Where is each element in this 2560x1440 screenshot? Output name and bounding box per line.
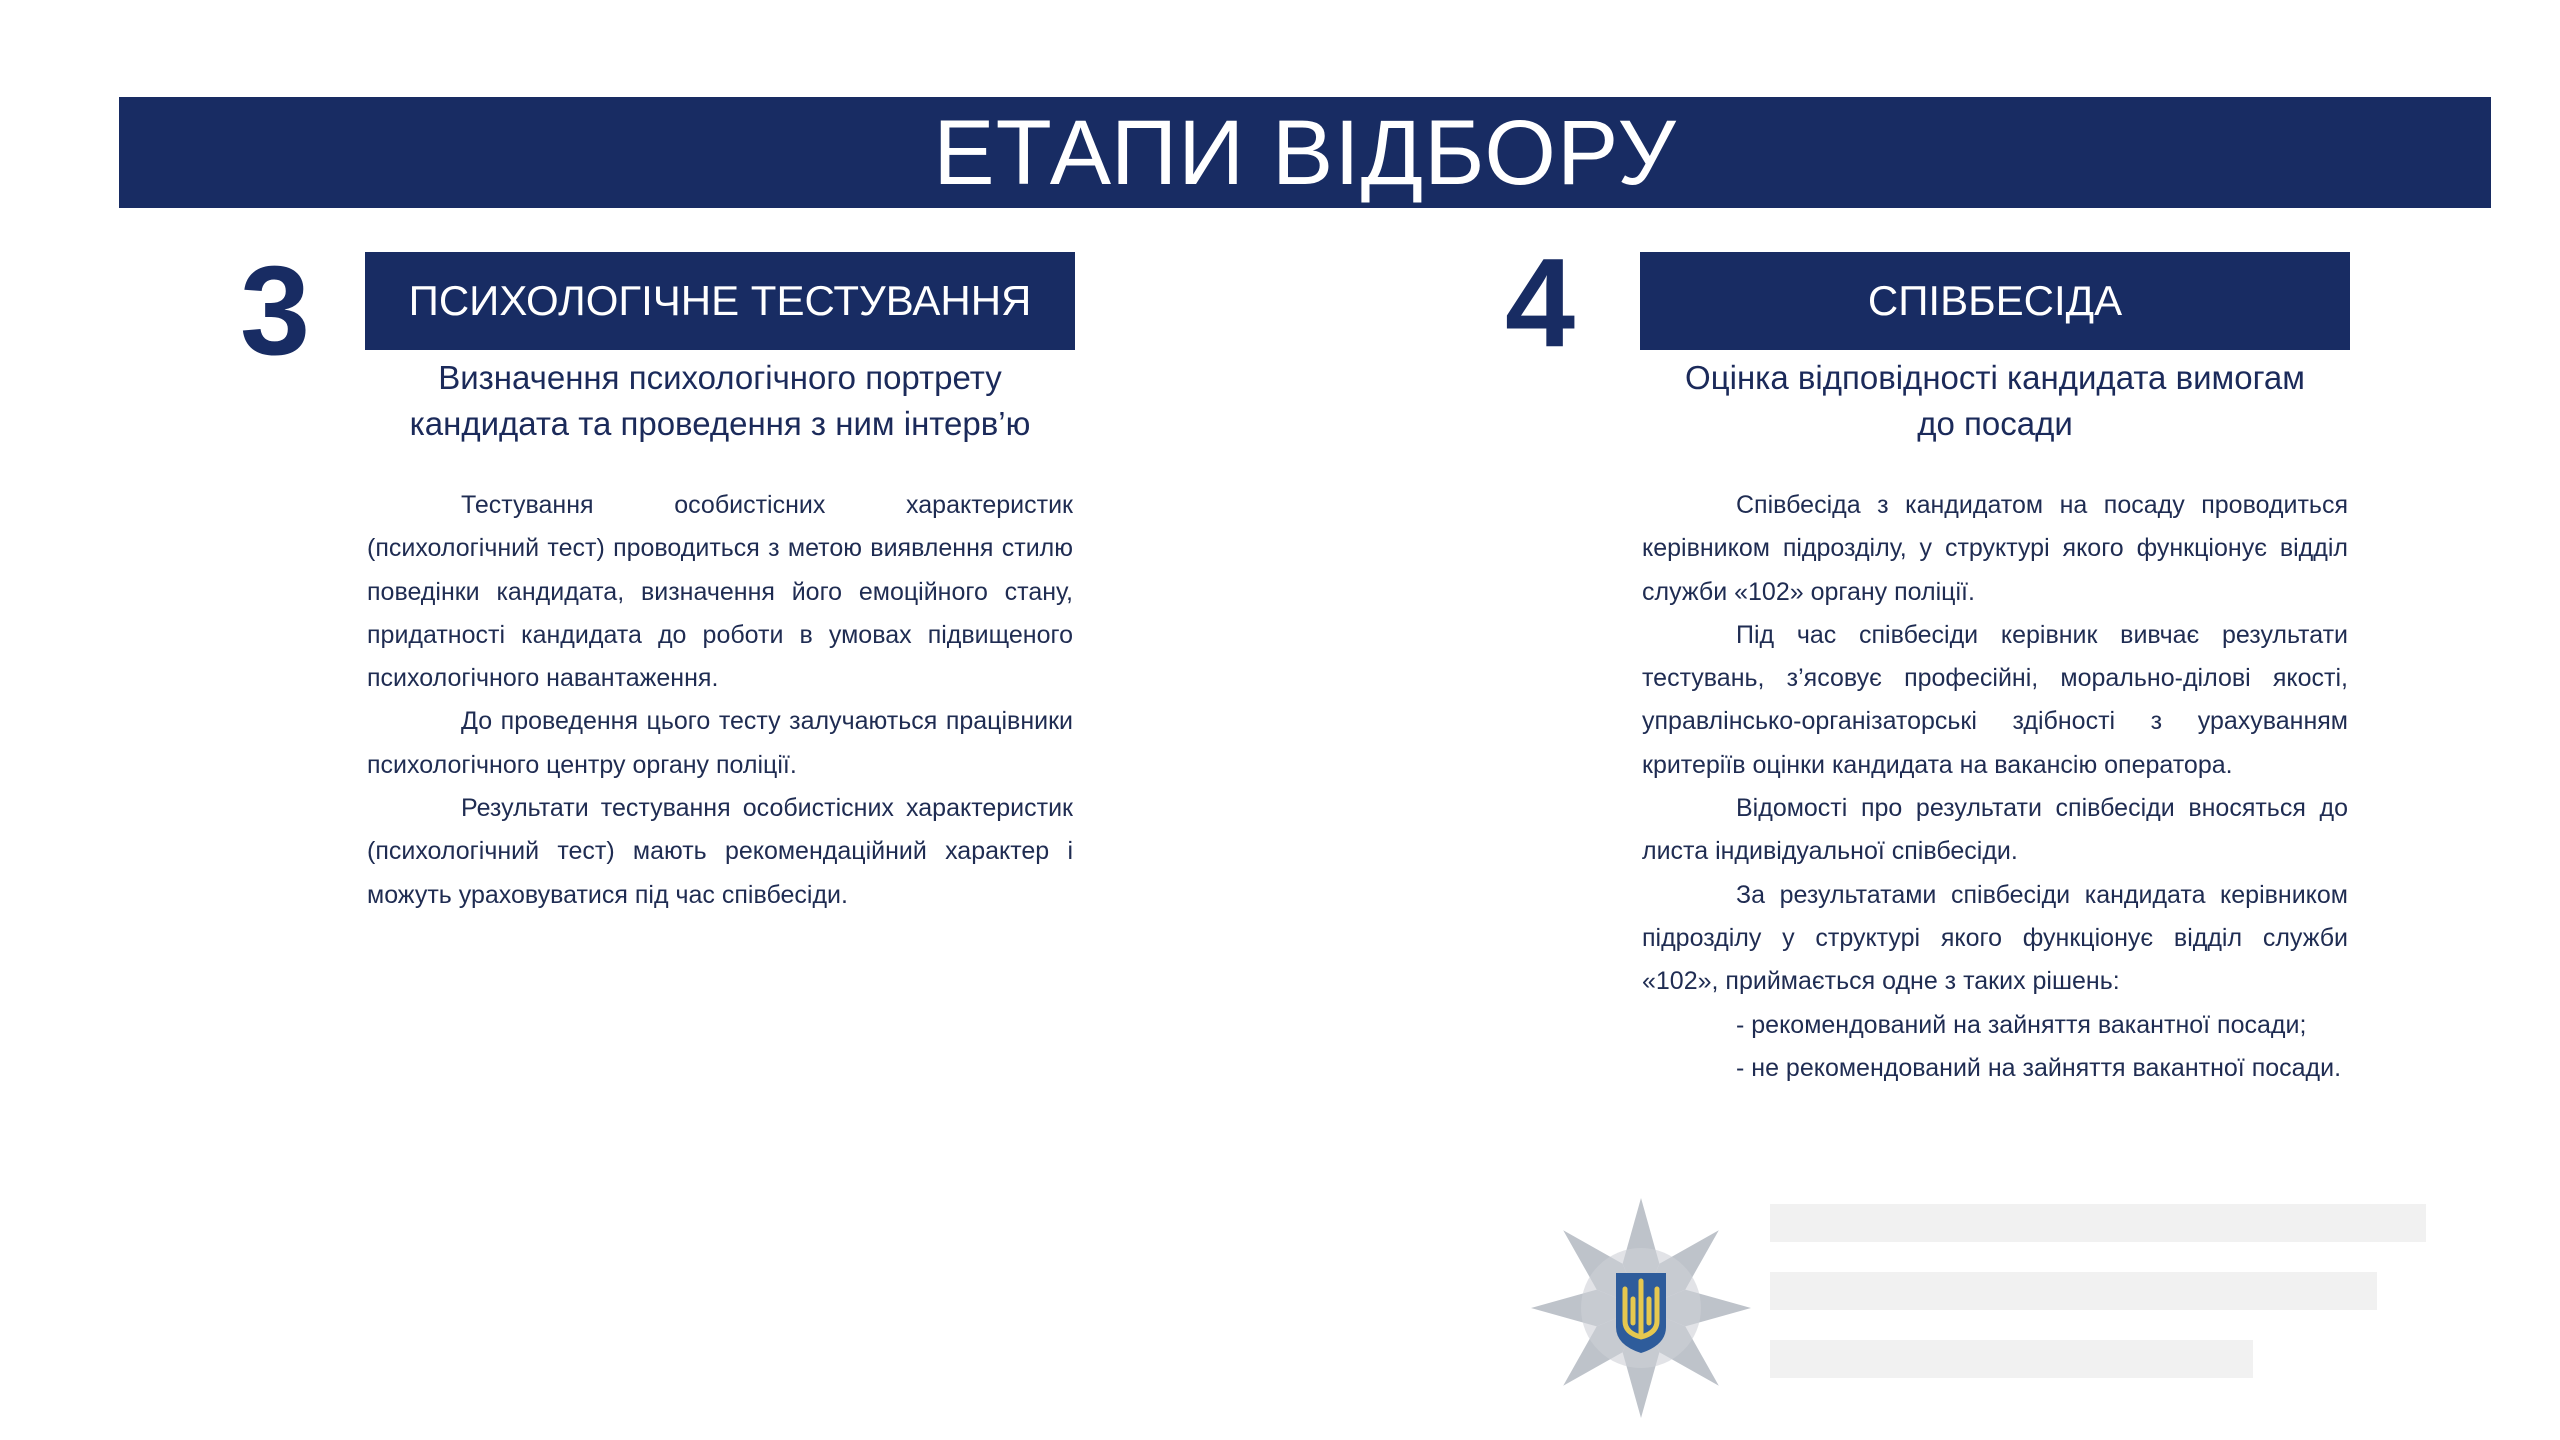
stage-3-number: 3	[240, 240, 311, 381]
stage-4-paragraph-5: - рекомендований на зайняття вакантної посади;	[1736, 1010, 2307, 1039]
stage-4-subtitle-line-2: до посади	[1917, 405, 2073, 442]
stage-4-body	[1642, 484, 2348, 1090]
stage-4-paragraph-3: Відомості про результати співбесіди вносяться до листа індивідуальної співбесіди.	[1642, 794, 2348, 866]
stage-3-paragraph-2: До проведення цього тесту залучаються працівники психологічного центру органу поліції.	[367, 707, 1073, 779]
stage-4-header-label: СПІВБЕСІДА	[1867, 277, 2123, 324]
stage-3-header-label: ПСИХОЛОГІЧНЕ ТЕСТУВАННЯ	[408, 277, 1032, 324]
stage-4-subtitle-line-1: Оцінка відповідності кандидата вимогам	[1685, 359, 2305, 396]
stage-3-subtitle-line-2: кандидата та проведення з ним інтерв’ю	[409, 405, 1031, 442]
stage-4-paragraph-4: За результатами співбесіди кандидата керівником підрозділу у структурі якого функціонує відділ служби «102», приймається одне з таких рішень:	[1642, 880, 2348, 996]
page-title: ЕТАПИ ВІДБОРУ	[933, 101, 1677, 204]
emblem-watermark-block	[1770, 1196, 2460, 1426]
national-police-star-emblem-icon	[1528, 1195, 1754, 1421]
stage-4-number: 4	[1505, 232, 1576, 373]
stage-4-paragraph-6: - не рекомендований на зайняття вакантної посади.	[1736, 1053, 2342, 1082]
stage-3-subtitle	[365, 355, 1075, 447]
stage-3-header	[365, 252, 1075, 350]
stage-4-header	[1640, 252, 2350, 350]
title-banner	[119, 97, 2491, 208]
stage-3-paragraph-1: Тестування особистісних характеристик (психологічний тест) проводиться з метою виявлення стилю поведінки кандидата, визначення його емоційного стану, придатності кандидата до роботи в умовах підвищеного психологічного навантаження.	[367, 491, 1073, 693]
stage-4-paragraph-1: Співбесіда з кандидатом на посаду проводиться керівником підрозділу, у структурі якого функціонує відділ служби «102» органу поліції.	[1642, 491, 2348, 606]
stage-3-body	[367, 484, 1073, 917]
stage-3-paragraph-3: Результати тестування особистісних характеристик (психологічний тест) мають рекомендаційний характер і можуть ураховуватися під час співбесіди.	[367, 794, 1073, 909]
stage-3-subtitle-line-1: Визначення психологічного портрету	[438, 359, 1002, 396]
stage-4-subtitle	[1640, 355, 2350, 447]
stage-4-paragraph-2: Під час співбесіди керівник вивчає результати тестувань, з’ясовує професійні, морально-ділові якості, управлінсько-організаторські здібності з урахуванням критеріїв оцінки кандидата на вакансію оператора.	[1642, 620, 2348, 779]
